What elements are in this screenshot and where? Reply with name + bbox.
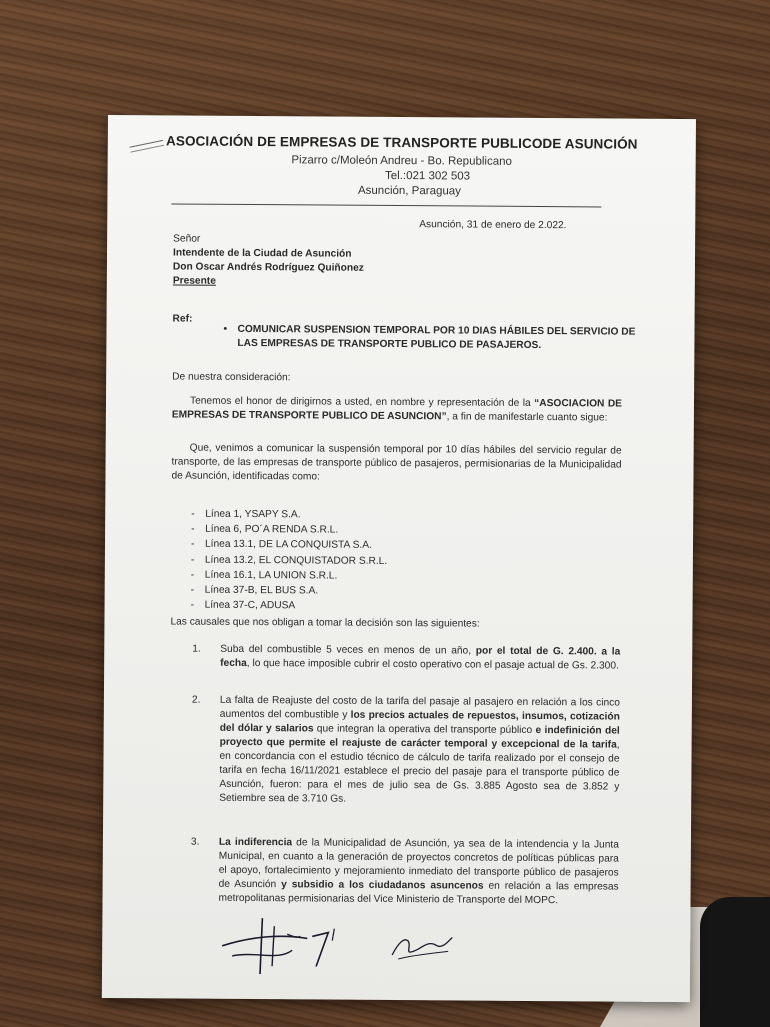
dash-icon: - [191, 508, 195, 520]
cause-text: Suba del combustible 5 veces en menos de un año, [220, 643, 476, 657]
dash-icon: - [190, 569, 195, 581]
cause-text: , en concordancia con el estudio técnico de cálculo de tarifa realizado por el consejo de tarifa en fecha 16/11/2021 establece el precio del pasaje para el transporte público de Asunción, fueron: para el mes de julio sea de Gs. 3.885 Agosto sea de 3.852 y Setiembre sea de 3.710 Gs. [219, 739, 620, 805]
addressee-salutation: Señor [173, 233, 201, 245]
cause-text: La falta de Reajuste del costo de la tarifa del pasaje al pasajero en relación a los cinco aumentos del combustible y [219, 694, 620, 721]
cause-number: 1. [192, 643, 201, 655]
dash-icon: - [190, 584, 195, 596]
list-item [191, 538, 387, 555]
list-item [191, 568, 387, 585]
addressee-title: Intendente de la Ciudad de Asunción [173, 247, 352, 260]
cause-bold-text: y subsidio a los ciudadanos asuncenos [281, 879, 484, 892]
header-divider [171, 203, 601, 207]
association-name: “ASOCIACION DE EMPRESAS DE TRANSPORTE PUBLICO DE ASUNCION” [171, 397, 623, 423]
addressee-name: Don Oscar Andrés Rodríguez Quiñonez [172, 261, 364, 274]
cause-number: 2. [191, 694, 201, 706]
cause-2 [191, 694, 620, 809]
organization-title: ASOCIACIÓN DE EMPRESAS DE TRANSPORTE PUBLICODE ASUNCIÓN [165, 133, 638, 152]
cause-text: de la Municipalidad de Asunción, ya sea de la intendencia y la Junta Municipal, en cuanto a la generación de proyectos concretos de políticas públicas para el apoyo, fortalecimiento y mejoramiento inmediato del transporte público de pasajeros de Asunción [218, 837, 619, 891]
bullet-icon: • [223, 323, 228, 335]
cause-bold-text: e indefinición del proyecto que permite el reajuste de carácter temporal y excepcional de la tarifa [219, 724, 620, 751]
bus-line: Línea 16.1, LA UNION S.R.L. [204, 569, 338, 582]
paragraph-suspension [171, 441, 621, 486]
addressee-block [173, 232, 364, 289]
list-item [191, 584, 387, 601]
paragraph-intro [172, 394, 622, 425]
list-item [191, 599, 387, 616]
paragraph-intro-text: Tenemos el honor de dirigirnos a usted, en nombre y representación de la [189, 395, 535, 409]
bus-line: Línea 6, PO´A RENDA S.R.L. [205, 523, 339, 536]
cause-bold-text: los precios actuales de repuestos, insumos, cotización del dólar y salarios [219, 709, 620, 735]
cause-bold-text: por el total de G. 2.400. a la fecha [220, 645, 621, 669]
dash-icon: - [190, 599, 195, 611]
salutation: De nuestra consideración: [172, 371, 291, 384]
dash-icon: - [190, 554, 195, 566]
reference-text: COMUNICAR SUSPENSION TEMPORAL POR 10 DIAS HÁBILES DEL SERVICIO DE LAS EMPRESAS DE TRANSPORTE PUBLICO DE PASAJEROS. [237, 323, 636, 352]
list-item [191, 508, 387, 525]
reference-label: Ref: [172, 313, 193, 325]
cause-number: 3. [190, 836, 200, 848]
list-item [191, 523, 387, 540]
cause-1 [192, 643, 620, 674]
letter-document [102, 115, 696, 1002]
letter-date: Asunción, 31 de enero de 2.022. [419, 219, 567, 232]
bus-line: Línea 13.2, EL CONQUISTADOR S.R.L. [204, 554, 388, 567]
organization-city: Asunción, Paraguay [357, 184, 461, 198]
cause-text: en relación a las empresas metropolitanas permisionarias del Vice Ministerio de Transporte del MOPC. [218, 880, 619, 907]
list-item [191, 553, 387, 570]
paragraph-intro-end: , a fin de manifestarle cuanto sigue: [446, 411, 608, 424]
bus-line: Línea 37-B, EL BUS S.A. [204, 584, 319, 597]
handwritten-signatures [212, 906, 512, 978]
bus-line: Línea 1, YSAPY S.A. [205, 508, 301, 521]
bus-line: Línea 13.1, DE LA CONQUISTA S.A. [204, 539, 372, 552]
causes-intro: Las causales que nos obligan a tomar la decisión son las siguientes: [170, 616, 480, 630]
paragraph-suspension-text: Que, venimos a comunicar la suspensión temporal por 10 días hábiles del servicio regular de transporte, de las empresas de transporte público de pasajeros, permisionarias de la Municipalidad de Asunción, identificadas como: [171, 442, 622, 483]
dash-icon: - [190, 538, 195, 550]
addressee-presente: Presente [172, 275, 216, 287]
cause-3 [190, 836, 618, 909]
shoe [700, 897, 770, 1027]
organization-phone: Tel.:021 302 503 [385, 169, 471, 183]
cause-text: que integran la operativa del transporte público [313, 723, 536, 736]
dash-icon: - [191, 523, 195, 535]
organization-address: Pizarro c/Moleón Andreu - Bo. Republicano [291, 154, 512, 168]
cause-text: , lo que hace imposible cubrir el costo operativo con el pasaje actual de Gs. 2.300. [246, 657, 619, 672]
cause-bold-text: La indiferencia [218, 836, 293, 849]
bus-line-list [191, 508, 388, 616]
bus-line: Línea 37-C, ADUSA [204, 599, 296, 612]
